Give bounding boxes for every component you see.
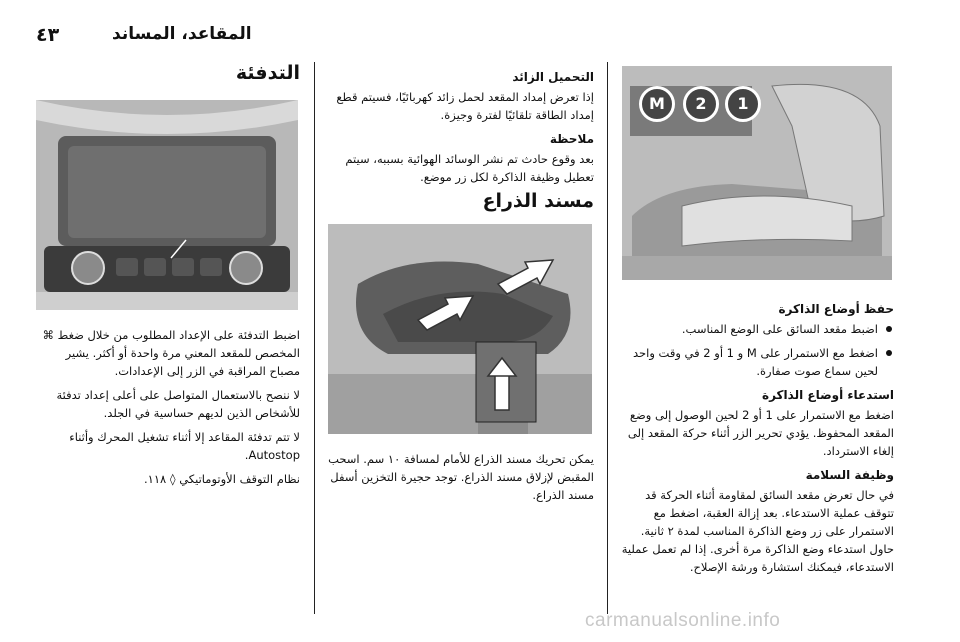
heating-figure (36, 100, 298, 310)
column-divider-right (607, 62, 608, 614)
memory-button-m (639, 86, 675, 122)
left-column-text (32, 326, 300, 494)
memory-button-1 (725, 86, 761, 122)
running-title: المقاعد، المساند (112, 24, 252, 44)
memory-button-2-label: 2 (695, 94, 707, 113)
armrest-illustration (328, 224, 592, 434)
right-column-text (618, 294, 894, 582)
middle-column-text-bottom (326, 450, 594, 510)
heading-armrest: مسند الذراع (482, 190, 594, 212)
watermark-text: carmanualsonline.info (585, 610, 781, 631)
heading-recall-memory: استدعاء أوضاع الذاكرة (762, 388, 894, 402)
paragraph-heating-4: نظام التوقف الأوتوماتيكي ◊ ١١٨. (144, 472, 300, 486)
heating-console-illustration (36, 100, 298, 310)
memory-button-1-label: 1 (737, 94, 749, 113)
paragraph-note: بعد وقوع حادث تم نشر الوسائد الهوائية بسببه، سيتم تعطيل وظيفة الذاكرة لكل زر موضع. (345, 152, 594, 184)
paragraph-recall: اضغط مع الاستمرار على 1 أو 2 لحين الوصول إلى وضع المقعد المحفوظ. يؤدي تحرير الزر أثناء حركة المقعد إلى إلغاء الاسترداد. (627, 408, 894, 458)
left-column-heading (32, 60, 300, 90)
heading-overload: التحميل الزائد (512, 70, 594, 84)
page-header (0, 0, 960, 60)
memory-button-m-label: M (649, 94, 665, 113)
heading-heating: التدفئة (235, 62, 300, 84)
middle-column-text-top (326, 62, 594, 218)
memory-button-2 (683, 86, 719, 122)
seat-memory-figure (622, 66, 892, 280)
heading-note: ملاحظة (549, 132, 594, 146)
save-steps-list (618, 320, 894, 380)
paragraph-safety: في حال تعرض مقعد السائق لمقاومة أثناء الحركة قد تتوقف عملية الاستدعاء. بعد إزالة العقبة، اضغط مع الاستمرار على زر وضع الذاكرة المناسب لمدة ٢ ثانية. حاول استدعاء وضع الذاكرة مرة أخرى. إذا لم تعمل عملية الاستدعاء، فيمكنك استشارة ورشة الإصلاح. (621, 488, 894, 574)
paragraph-overload: إذا تعرض إمداد المقعد لحمل زائد كهربائيًا، فسيتم قطع إمداد الطاقة تلقائيًا لفترة وجيزة. (336, 90, 594, 122)
paragraph-armrest: يمكن تحريك مسند الذراع للأمام لمسافة ١٠ سم. اسحب المقبض لإزلاق مسند الذراع. توجد حجيرة التخزين أسفل مسند الذراع. (328, 452, 594, 502)
heading-safety-function: وظيفة السلامة (805, 468, 894, 482)
paragraph-heating-2: لا ننصح بالاستعمال المتواصل على أعلى إعداد تدفئة للأشخاص الذين لديهم حساسية في الجلد. (56, 388, 300, 420)
paragraph-heating-3: لا تتم تدفئة المقاعد إلا أثناء تشغيل المحرك وأثناء Autostop. (69, 430, 300, 462)
paragraph-heating-1: اضبط التدفئة على الإعداد المطلوب من خلال ضغط ⌘ المخصص للمقعد المعني مرة واحدة أو أكثر. يشير مصباح المراقبة في الزر إلى الإعدادات. (42, 328, 300, 378)
page-number: ٤٣ (36, 24, 60, 46)
armrest-figure (328, 224, 592, 434)
list-item: اضغط مع الاستمرار على M و 1 أو 2 في وقت واحد لحين سماع صوت صفارة. (618, 344, 878, 380)
heading-save-memory: حفظ أوضاع الذاكرة (778, 302, 894, 316)
list-item: اضبط مقعد السائق على الوضع المناسب. (618, 320, 878, 338)
column-divider-left (314, 62, 315, 614)
